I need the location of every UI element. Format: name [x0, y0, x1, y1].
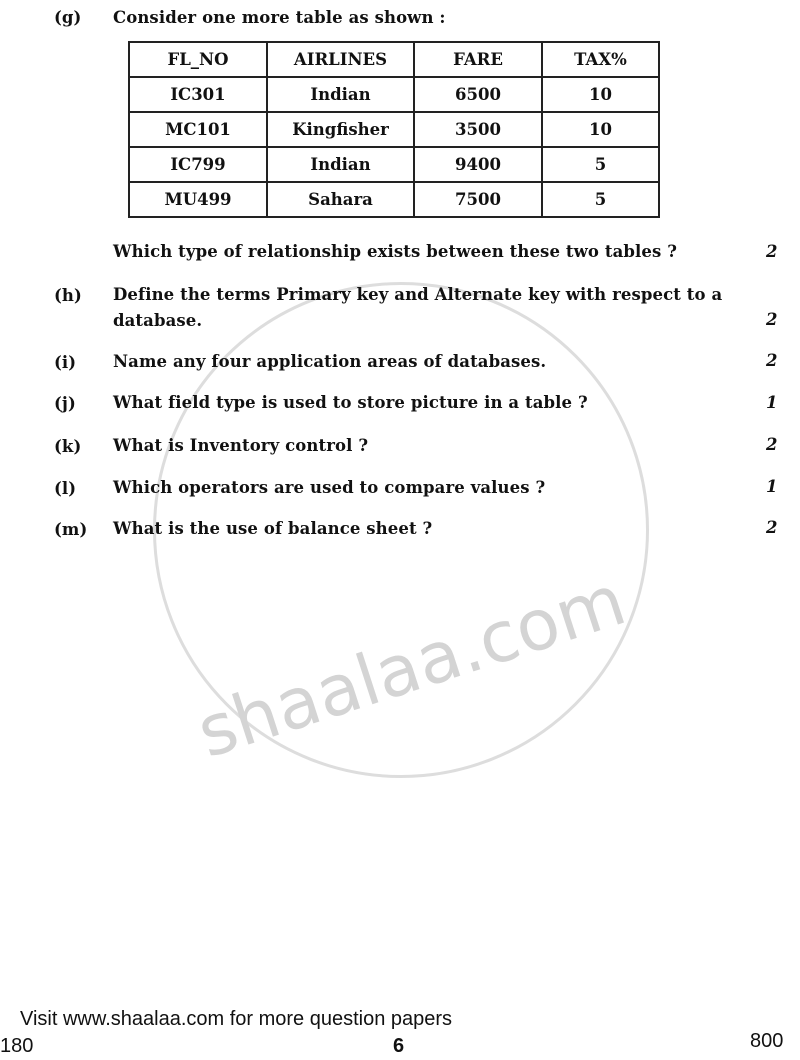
marks: 2 [766, 518, 778, 537]
question-k-text: What is Inventory control ? [113, 436, 369, 455]
question-h-label: (h) [54, 286, 82, 305]
table-cell: 5 [542, 182, 659, 217]
table-cell: 9400 [414, 147, 542, 182]
table-row [129, 77, 659, 112]
question-g-text: Consider one more table as shown : [113, 8, 446, 27]
table-cell: 7500 [414, 182, 542, 217]
marks: 2 [766, 242, 778, 261]
marks: 2 [766, 310, 778, 329]
table-cell: 10 [542, 112, 659, 147]
question-j-label: (j) [54, 394, 76, 413]
table-cell: Indian [267, 147, 414, 182]
marks: 2 [766, 435, 778, 454]
question-m-label: (m) [54, 520, 88, 539]
table-cell: 3500 [414, 112, 542, 147]
marks: 2 [766, 351, 778, 370]
marks: 1 [766, 393, 778, 412]
table-header: AIRLINES [267, 42, 414, 77]
table-cell: MU499 [129, 182, 267, 217]
page-number: 6 [393, 1035, 405, 1057]
table-row [129, 182, 659, 217]
table-header: FL_NO [129, 42, 267, 77]
question-k-label: (k) [54, 437, 82, 456]
table-row [129, 147, 659, 182]
print-number: 800 [750, 1030, 784, 1052]
question-g-label: (g) [54, 8, 82, 27]
table-cell: Indian [267, 77, 414, 112]
question-l-label: (l) [54, 479, 77, 498]
table-cell: Kingfisher [267, 112, 414, 147]
table-cell: IC301 [129, 77, 267, 112]
visit-site-link[interactable]: Visit www.shaalaa.com for more question papers [20, 1008, 453, 1030]
marks: 1 [766, 477, 778, 496]
question-i-text: Name any four application areas of databases. [113, 352, 547, 371]
table-header: TAX% [542, 42, 659, 77]
watermark-text: shaalaa.com [187, 558, 635, 774]
question-m-text: What is the use of balance sheet ? [113, 519, 433, 538]
table-cell: 10 [542, 77, 659, 112]
table-row [129, 112, 659, 147]
table-cell: IC799 [129, 147, 267, 182]
table-cell: MC101 [129, 112, 267, 147]
question-h-text: Define the terms Primary key and Alternate key with respect to a database. [113, 285, 723, 330]
flights-table [128, 41, 660, 218]
question-g-followup: Which type of relationship exists between these two tables ? [113, 242, 677, 261]
table-cell: Sahara [267, 182, 414, 217]
table-header: FARE [414, 42, 542, 77]
question-j-text: What field type is used to store picture in a table ? [113, 393, 588, 412]
paper-code: 180 [0, 1035, 34, 1057]
table-cell: 5 [542, 147, 659, 182]
question-i-label: (i) [54, 353, 77, 372]
table-cell: 6500 [414, 77, 542, 112]
table-header-row [129, 42, 659, 77]
question-l-text: Which operators are used to compare values ? [113, 478, 546, 497]
